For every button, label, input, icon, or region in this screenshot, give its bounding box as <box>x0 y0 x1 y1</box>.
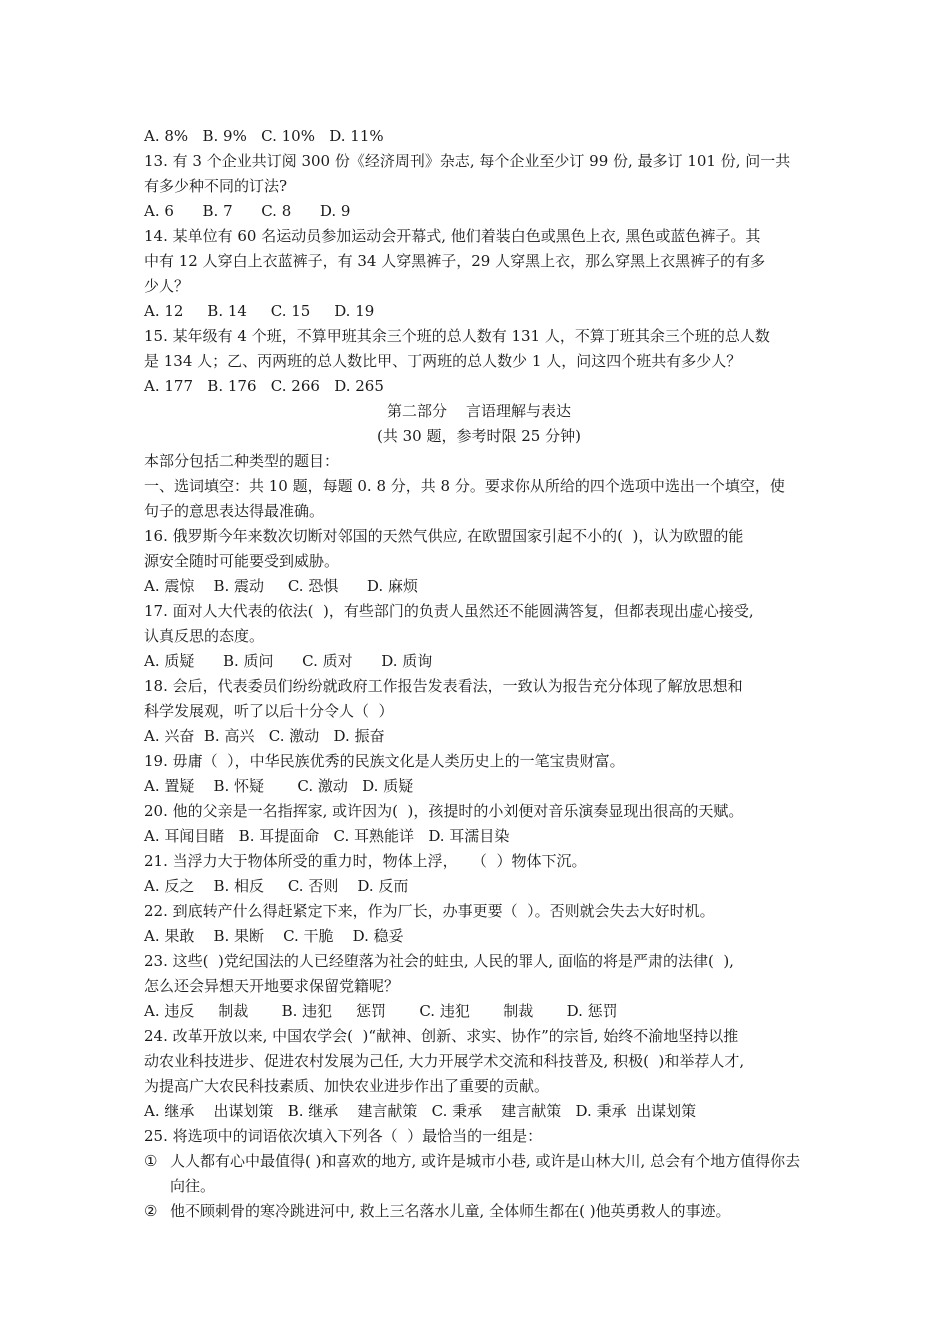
part-instructions-cont: 句子的意思表达得最准确。 <box>144 502 325 520</box>
q23-stem: 23. 这些( )党纪国法的人已经堕落为社会的蛀虫, 人民的罪人, 面临的将是严肃的法律( ), <box>144 952 734 970</box>
circled-number-2: ② <box>144 1202 158 1220</box>
q22-options: A. 果敢 B. 果断 C. 干脆 D. 稳妥 <box>144 927 404 945</box>
q21-stem: 21. 当浮力大于物体所受的重力时，物体上浮， （ ）物体下沉。 <box>144 852 587 870</box>
q19-options: A. 置疑 B. 怀疑 C. 激动 D. 质疑 <box>144 777 414 795</box>
q17-stem: 17. 面对人大代表的依法( )，有些部门的负责人虽然还不能圆满答复，但都表现出虚心接受, <box>144 602 754 620</box>
q17-options: A. 质疑 B. 质问 C. 质对 D. 质询 <box>144 652 433 670</box>
q24-options: A. 继承 出谋划策 B. 继承 建言献策 C. 秉承 建言献策 D. 秉承 出谋划策 <box>144 1102 697 1120</box>
q24-stem-end: 为提高广大农民科技素质、加快农业进步作出了重要的贡献。 <box>144 1077 550 1095</box>
q22-stem: 22. 到底转产什么得赶紧定下来，作为厂长，办事更要（ ）。否则就会失去大好时机。 <box>144 902 715 920</box>
q23-options: A. 违反 制裁 B. 违犯 惩罚 C. 违犯 制裁 D. 惩罚 <box>144 1002 618 1020</box>
q14-stem-end: 少人？ <box>144 277 190 295</box>
section-title: 第二部分 言语理解与表达 <box>386 402 572 420</box>
part-instructions: 一、选词填空：共 10 题，每题 0. 8 分，共 8 分。要求你从所给的四个选项中选出一个填空，使 <box>144 477 785 495</box>
q13-options: A. 6 B. 7 C. 8 D. 9 <box>144 202 351 220</box>
q20-stem: 20. 他的父亲是一名指挥家, 或许因为( )，孩提时的小刘便对音乐演奏显现出很高的天赋。 <box>144 802 744 820</box>
q18-stem-cont: 科学发展观，听了以后十分令人（ ） <box>144 702 394 720</box>
q25-item-2 <box>144 1199 814 1224</box>
q18-stem: 18. 会后，代表委员们纷纷就政府工作报告发表看法，一致认为报告充分体现了解放思想和 <box>144 677 743 695</box>
q15-stem-cont: 是 134 人；乙、丙两班的总人数比甲、丁两班的总人数少 1 人，问这四个班共有多少人？ <box>144 352 742 370</box>
document-body <box>144 124 814 1224</box>
q16-options: A. 震惊 B. 震动 C. 恐惧 D. 麻烦 <box>144 577 418 595</box>
q15-options: A. 177 B. 176 C. 266 D. 265 <box>144 377 384 395</box>
q13-stem-cont: 有多少种不同的订法? <box>144 177 288 195</box>
q16-stem-cont: 源安全随时可能要受到威胁。 <box>144 552 340 570</box>
section-intro: 本部分包括二种类型的题目： <box>144 452 340 470</box>
q21-options: A. 反之 B. 相反 C. 否则 D. 反而 <box>144 877 409 895</box>
q19-stem: 19. 毋庸（ ），中华民族优秀的民族文化是人类历史上的一笔宝贵财富。 <box>144 752 625 770</box>
section-subtitle: (共 30 题，参考时限 25 分钟) <box>377 427 581 445</box>
q14-options: A. 12 B. 14 C. 15 D. 19 <box>144 302 375 320</box>
q25-stem: 25. 将选项中的词语依次填入下列各（ ）最恰当的一组是： <box>144 1127 543 1145</box>
q18-options: A. 兴奋 B. 高兴 C. 激动 D. 振奋 <box>144 727 385 745</box>
q25-item-1-text: 人人都有心中最值得( )和喜欢的地方, 或许是城市小巷, 或许是山林大川, 总会有个地方值得你去向往。 <box>170 1152 801 1195</box>
q17-stem-cont: 认真反思的态度。 <box>144 627 265 645</box>
q25-item-2-text: 他不顾刺骨的寒冷跳进河中, 救上三名落水儿童, 全体师生都在( )他英勇救人的事迹。 <box>170 1202 731 1220</box>
q14-stem: 14. 某单位有 60 名运动员参加运动会开幕式, 他们着装白色或黑色上衣, 黑色或蓝色裤子。其 <box>144 227 761 245</box>
q20-options: A. 耳闻目睹 B. 耳提面命 C. 耳熟能详 D. 耳濡目染 <box>144 827 510 845</box>
q12-options: A. 8% B. 9% C. 10% D. 11% <box>144 127 384 145</box>
q25-item-1 <box>144 1149 814 1199</box>
q15-stem: 15. 某年级有 4 个班，不算甲班其余三个班的总人数有 131 人，不算丁班其余三个班的总人数 <box>144 327 770 345</box>
q24-stem: 24. 改革开放以来, 中国农学会( )“献神、创新、求实、协作”的宗旨, 始终不渝地坚持以推 <box>144 1027 739 1045</box>
q24-stem-cont: 动农业科技进步、促进农村发展为己任, 大力开展学术交流和科技普及, 积极( )和举荐人才, <box>144 1052 745 1070</box>
circled-number-1: ① <box>144 1152 158 1170</box>
q23-stem-cont: 怎么还会异想天开地要求保留党籍呢？ <box>144 977 400 995</box>
q14-stem-cont: 中有 12 人穿白上衣蓝裤子，有 34 人穿黑裤子，29 人穿黑上衣，那么穿黑上衣黑裤子的有多 <box>144 252 766 270</box>
q13-stem: 13. 有 3 个企业共订阅 300 份《经济周刊》杂志, 每个企业至少订 99 份, 最多订 101 份, 问一共 <box>144 152 791 170</box>
q16-stem: 16. 俄罗斯今年来数次切断对邻国的天然气供应, 在欧盟国家引起不小的( )，认为欧盟的能 <box>144 527 744 545</box>
